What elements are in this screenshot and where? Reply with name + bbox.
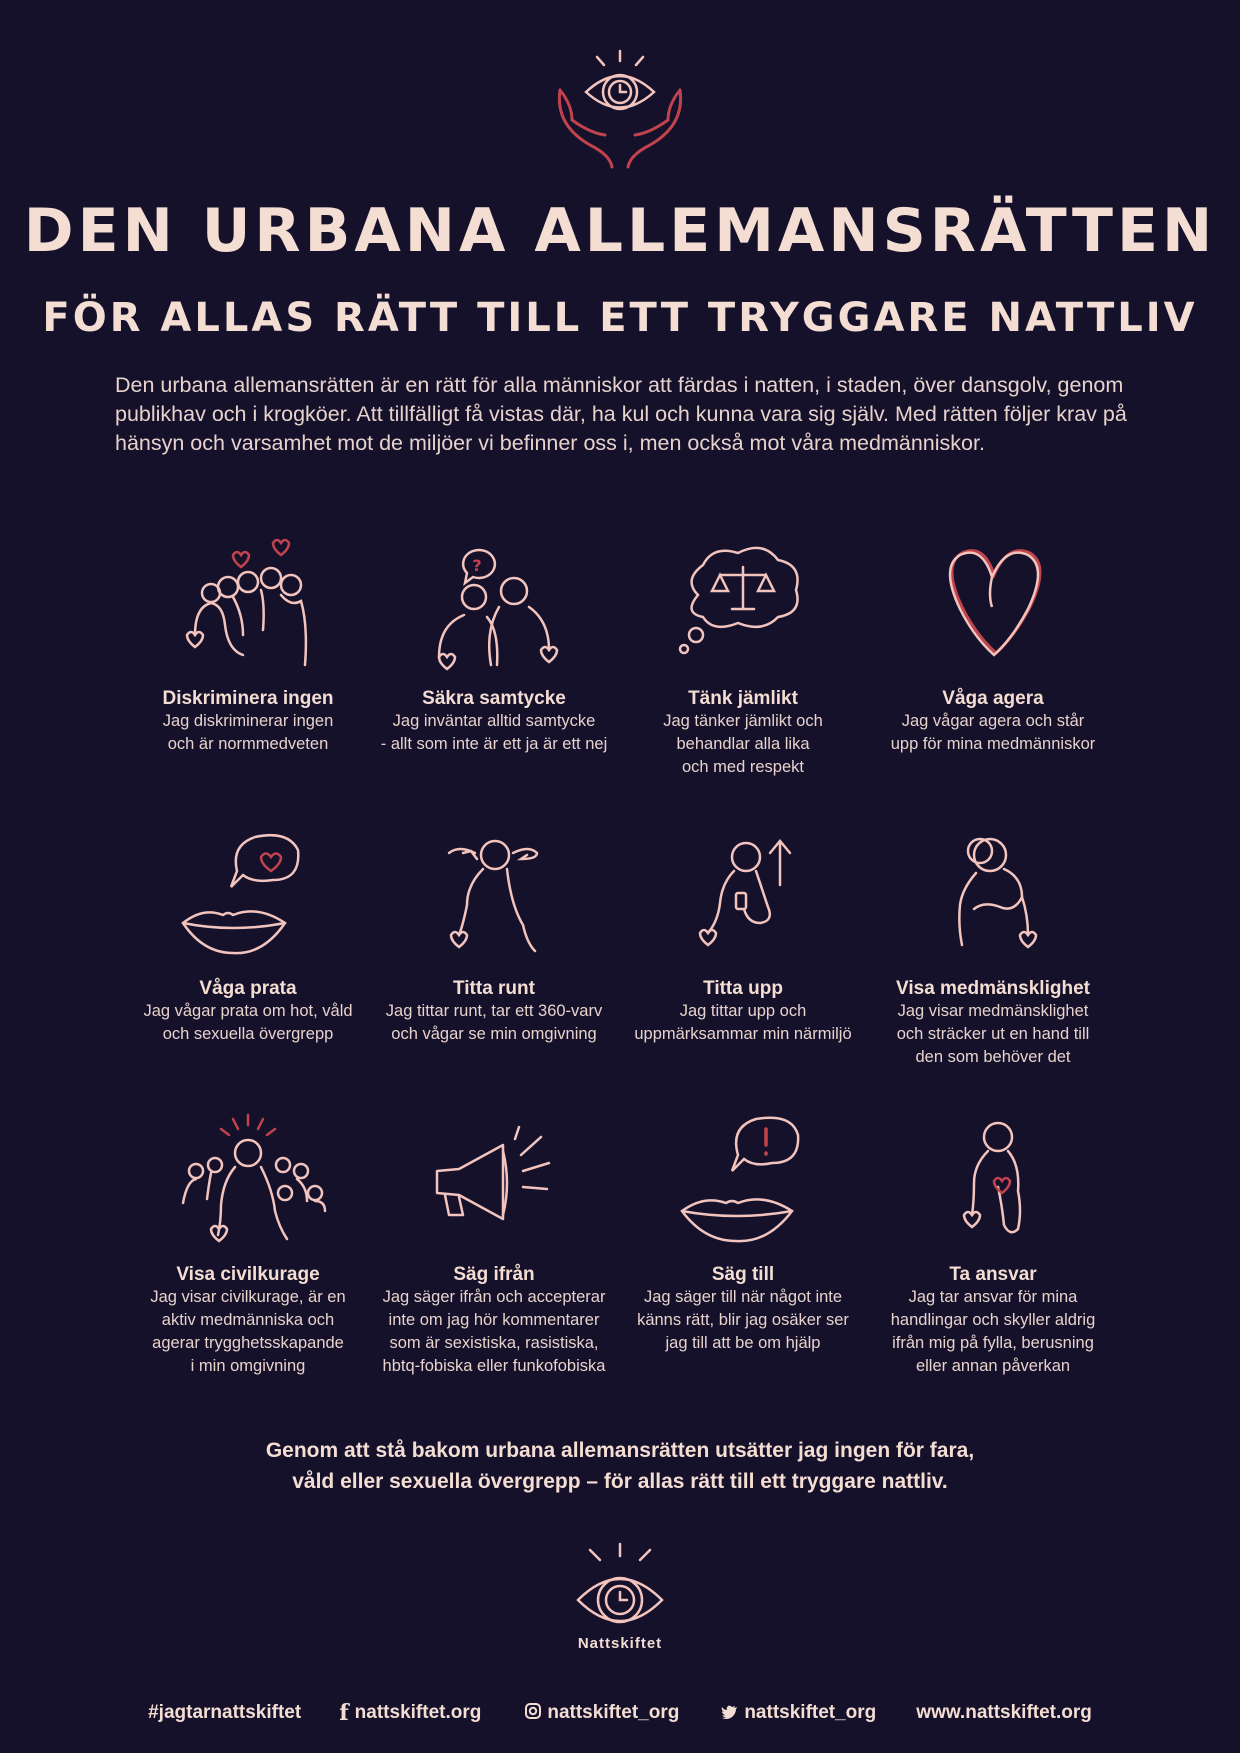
top-logo bbox=[550, 45, 690, 170]
item-text: Jag visar civilkurage, är en aktiv medmänniska och agerar trygghetsskapande i min omgivning bbox=[150, 1288, 346, 1375]
scales-thought-icon bbox=[608, 530, 878, 680]
footer-hashtag bbox=[148, 1700, 301, 1726]
rule-item-visa-medmansklighet bbox=[858, 820, 1128, 1069]
lips-speech-heart-icon bbox=[113, 820, 383, 970]
facebook-icon: f bbox=[339, 1700, 349, 1726]
item-title: Våga agera bbox=[942, 688, 1044, 709]
person-looking-up-icon bbox=[608, 820, 878, 970]
item-text: Jag tittar runt, tar ett 360-varv och vågar se min omgivning bbox=[385, 1002, 603, 1043]
person-looking-around-icon bbox=[359, 820, 629, 970]
website-text: www.nattskiftet.org bbox=[916, 1702, 1092, 1723]
instagram-icon bbox=[525, 1703, 541, 1724]
item-title: Titta runt bbox=[453, 978, 535, 999]
footer-twitter-link[interactable] bbox=[721, 1700, 876, 1726]
rule-item-diskriminera-ingen bbox=[113, 530, 383, 756]
heart-icon bbox=[858, 530, 1128, 680]
rule-item-vaga-prata bbox=[113, 820, 383, 1046]
facebook-text: nattskiftet.org bbox=[354, 1702, 482, 1723]
rule-item-vaga-agera bbox=[858, 530, 1128, 756]
twitter-text: nattskiftet_org bbox=[744, 1702, 877, 1723]
item-title: Säg till bbox=[711, 1264, 775, 1285]
rule-item-titta-upp bbox=[608, 820, 878, 1046]
rule-item-ta-ansvar bbox=[858, 1106, 1128, 1378]
crowd-courage-icon bbox=[113, 1106, 383, 1256]
page-title: DEN URBANA ALLEMANSRÄTTEN bbox=[23, 196, 1217, 266]
item-text: Jag säger till när något inte känns rätt, blir jag osäker ser jag till att be om hjälp bbox=[637, 1288, 849, 1352]
twitter-icon bbox=[721, 1703, 738, 1724]
group-with-hearts-icon bbox=[113, 530, 383, 680]
item-title: Tänk jämlikt bbox=[688, 688, 798, 709]
rule-item-sag-till bbox=[608, 1106, 878, 1355]
item-text: Jag tittar upp och uppmärksammar min närmiljö bbox=[634, 1002, 852, 1043]
item-text: Jag visar medmänsklighet och sträcker ut en hand till den som behöver det bbox=[896, 1002, 1090, 1066]
item-title: Visa medmänsklighet bbox=[896, 978, 1090, 999]
rule-item-titta-runt bbox=[359, 820, 629, 1046]
rule-item-tank-jamlikt bbox=[608, 530, 878, 779]
megaphone-icon bbox=[359, 1106, 629, 1256]
person-hand-on-heart-icon bbox=[858, 1106, 1128, 1256]
closing-statement: Genom att stå bakom urbana allemansrätten utsätter jag ingen för fara, våld eller sexuella övergrepp – för allas rätt till ett tryggare nattliv. bbox=[265, 1439, 975, 1493]
item-title: Diskriminera ingen bbox=[162, 688, 334, 709]
consent-question-icon bbox=[359, 530, 629, 680]
rule-item-sag-ifran bbox=[359, 1106, 629, 1378]
footer bbox=[0, 1700, 1240, 1726]
footer-instagram-link[interactable] bbox=[525, 1700, 679, 1726]
page-subtitle: FÖR ALLAS RÄTT TILL ETT TRYGGARE NATTLIV bbox=[42, 295, 1198, 341]
footer-website-link[interactable] bbox=[916, 1700, 1092, 1726]
lips-speech-exclamation-icon bbox=[608, 1106, 878, 1256]
svg-text:?: ? bbox=[472, 556, 482, 575]
rule-item-sakra-samtycke bbox=[359, 530, 629, 756]
person-helping-hand-icon bbox=[858, 820, 1128, 970]
intro-paragraph: Den urbana allemansrätten är en rätt för alla människor att färdas i natten, i staden, över dansgolv, genom publikhav och i krogköer. Att tillfälligt få vistas där, ha kul och kunna vara sig själv. Med rätten följer krav på hänsyn och varsamhet mot de miljöer vi befinner oss i, men också mot våra medmänniskor. bbox=[115, 373, 1127, 455]
item-text: Jag vågar prata om hot, våld och sexuella övergrepp bbox=[143, 1002, 353, 1043]
item-title: Våga prata bbox=[199, 978, 297, 999]
item-title: Ta ansvar bbox=[949, 1264, 1037, 1285]
item-text: Jag diskriminerar ingen och är normmedveten bbox=[162, 712, 334, 753]
brand-name: Nattskiftet bbox=[577, 1635, 663, 1652]
item-title: Titta upp bbox=[703, 978, 783, 999]
item-title: Säg ifrån bbox=[453, 1264, 535, 1285]
hashtag-text: #jagtarnattskiftet bbox=[148, 1702, 302, 1723]
item-title: Visa civilkurage bbox=[176, 1264, 320, 1285]
item-text: Jag säger ifrån och accepterar inte om jag hör kommentarer som är sexistiska, rasistiska, hbtq-fobiska eller funkofobiska bbox=[382, 1288, 606, 1375]
item-title: Säkra samtycke bbox=[422, 688, 566, 709]
item-text: Jag tar ansvar för mina handlingar och skyller aldrig ifrån mig på fylla, berusning eller annan påverkan bbox=[890, 1288, 1096, 1375]
rule-item-visa-civilkurage bbox=[113, 1106, 383, 1378]
item-text: Jag inväntar alltid samtycke - allt som inte är ett ja är ett nej bbox=[380, 712, 608, 753]
footer-facebook-link[interactable] bbox=[339, 1700, 481, 1726]
instagram-text: nattskiftet_org bbox=[547, 1702, 680, 1723]
item-text: Jag vågar agera och står upp för mina medmänniskor bbox=[890, 712, 1096, 753]
item-text: Jag tänker jämlikt och behandlar alla lika och med respekt bbox=[663, 712, 823, 776]
